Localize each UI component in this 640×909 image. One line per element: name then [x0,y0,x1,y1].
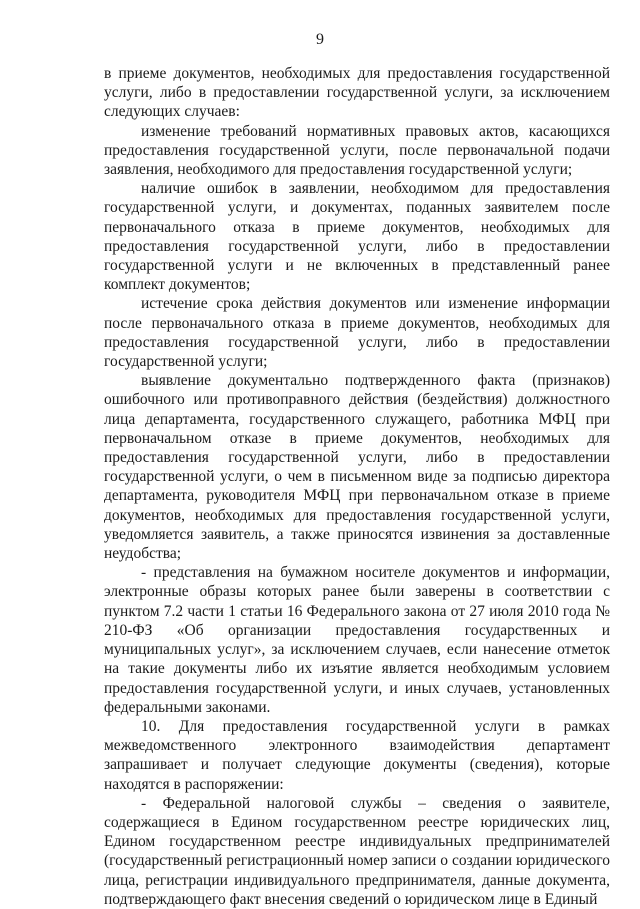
paragraph: - Федеральной налоговой службы – сведения о заявителе, содержащиеся в Едином государственном реестре юридических лиц, Едином государственном реестре индивидуальных предпринимателей (государственный регистрационный номер записи о создании юридического лица, регистрации индивидуального предпринимателя, данные документа, подтверждающего факт внесения сведений о юридическом лице в Единый [104,794,610,908]
paragraph: изменение требований нормативных правовых актов, касающихся предоставления государственной услуги, после первоначальной подачи заявления, необходимого для предоставления государственной услуги; [104,122,610,179]
paragraph: наличие ошибок в заявлении, необходимом для предоставления государственной услуги, и документах, поданных заявителем после первоначального отказа в приеме документов, необходимых для предоставления государственной услуги, либо в предоставлении государственной услуги и не включенных в представленный ранее комплект документов; [104,180,610,294]
paragraph: истечение срока действия документов или изменение информации после первоначального отказа в приеме документов, необходимых для предоставления государственной услуги, либо в предоставлении государственной услуги; [104,295,610,371]
paragraph: в приеме документов, необходимых для предоставления государственной услуги, либо в предоставлении государственной услуги, за исключением следующих случаев: [104,65,610,121]
paragraph: 10. Для предоставления государственной услуги в рамках межведомственного электронного взаимодействия департамент запрашивает и получает следующие документы (сведения), которые находятся в распоряжении: [104,717,610,793]
paragraph: - представления на бумажном носителе документов и информации, электронные образы которых ранее были заверены в соответствии с пунктом 7.2 части 1 статьи 16 Федерального закона от 27 июля 2010 года № 210-ФЗ «Об организации предоставления государственных и муниципальных услуг», за исключением случаев, если нанесение отметок на такие документы либо их изъятие является необходимым условием предоставления государственной услуги, и иных случаев, установленных федеральными законами. [104,564,610,716]
paragraph: выявление документально подтвержденного факта (признаков) ошибочного или противоправного действия (бездействия) должностного лица департамента, государственного служащего, работника МФЦ при первоначальном отказе в приеме документов, необходимых для предоставления государственной услуги, либо в предоставлении государственной услуги, о чем в письменном виде за подписью директора департамента, руководителя МФЦ при первоначальном отказе в приеме документов, необходимых для предоставления государственной услуги, уведомляется заявитель, а также приносятся извинения за доставленные неудобства; [104,372,610,563]
page-number: 9 [316,31,324,48]
document-body [104,64,610,909]
